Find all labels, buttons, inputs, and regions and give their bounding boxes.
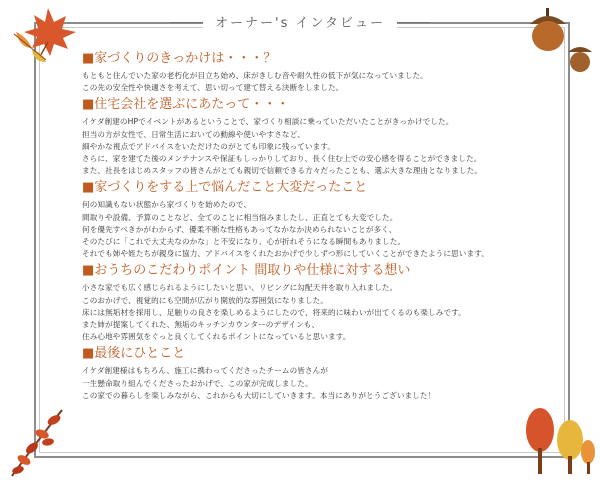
body-line: 何の知識もない状態から家づくりを始めたので、 [82, 200, 252, 210]
body-line: 住み心地や雰囲気をぐっと良くしてくれるポイントになっていると思います。 [82, 332, 351, 342]
autumn-branch-illustration [2, 398, 82, 480]
section-heading: ■家づくりのきっかけは・・・？ [82, 51, 277, 66]
body-line: イケダ創建のHPでイベントがあるということで、家づくり相談に乗っていただいたことがきっかけでした。 [82, 117, 454, 127]
section-design-points [82, 262, 542, 343]
tree-icon [526, 408, 554, 474]
body-line: また姉が提案してくれた、無垢のキッチンカウンターのデザインも、 [82, 320, 320, 330]
body-line: さらに、家を建てた後のメンテナンスや保証もしっかりしており、長く住む上での安心感を得ることができました。 [82, 154, 482, 164]
body-line: このおかげで、視覚的にも空間が広がり開放的な雰囲気になりました。 [82, 295, 329, 305]
section-heading: ■おうちのこだわりポイント 間取りや仕様に対する想い [82, 263, 411, 279]
acorn-icon [530, 8, 566, 51]
maple-leaf-icon [24, 8, 76, 60]
section-closing [82, 345, 542, 402]
section-company-choice [82, 96, 542, 177]
body-line: 担当の方が女性で、日常生活においての動線や使いやすさなど、 [82, 129, 305, 139]
section-difficulties [82, 179, 542, 260]
section-heading: ■住宅会社を選ぶにあたって・・・ [82, 97, 290, 113]
body-line: 間取りや設備、予算のことなど、全てのことに相当悩みましたし、正直とても大変でした。 [82, 212, 398, 222]
page-title: オーナー's インタビュー [203, 12, 397, 31]
acorn-small-icon [568, 47, 592, 72]
body-line: この先の安全性や快適さを考えて、思い切って建て替える決断をしました。 [82, 83, 344, 93]
body-line: 床には無垢材を採用し、足触りの良さを楽しめるようにしたので、将来的に味わいが出てくるのも楽しみです。 [82, 307, 466, 317]
tree-yellow-icon [557, 420, 583, 474]
body-line: イケダ創建様はもちろん、施工に携わってくださったチームの皆さんが [82, 366, 329, 376]
section-heading: ■家づくりをする上で悩んだこと大変だったこと [82, 180, 368, 196]
body-line: 一生懸命取り組んでくださったおかげで、この家が完成しました。 [82, 378, 313, 388]
section-heading: ■最後にひとこと [82, 346, 186, 362]
section-motivation [82, 50, 542, 94]
interview-content [82, 50, 542, 404]
body-line: この家での暮らしを楽しみながら、これからも大切にしていきます。本当にありがとうございました！ [82, 390, 436, 400]
body-line: それでも姉や姪たちが親身に協力、アドバイスをくれたおかげで少しずつ形にしていくことができたように思います。 [82, 249, 489, 259]
branch-icon [11, 410, 62, 476]
body-line: そのたびに「これで大丈夫なのかな」と不安になり、心が折れそうになる瞬間もありました。 [82, 237, 406, 247]
body-line: 細やかな視点でアドバイスをいただけたのがとても印象に残っています。 [82, 141, 336, 151]
body-line: もともと住んでいた家の老朽化が目立ち始め、床がきしむ音や耐久性の低下が気になっていました。 [82, 71, 428, 80]
body-line: 小さな家でも広く感じられるようにしたいと思い、リビングに勾配天井を取り入れました。 [82, 283, 398, 293]
body-line: 何を優先すべきかがわからず、優柔不断な性格もあってなかなか決められないことが多く、 [82, 224, 397, 234]
maple-leaves-illustration [8, 2, 90, 64]
title-wrap [0, 12, 600, 32]
tree-small-icon [581, 440, 595, 474]
body-line: また、社長をはじめスタッフの皆さんがとても親切で信頼できる方々だったことも、選ぶ大きな理由となりました。 [82, 166, 483, 176]
